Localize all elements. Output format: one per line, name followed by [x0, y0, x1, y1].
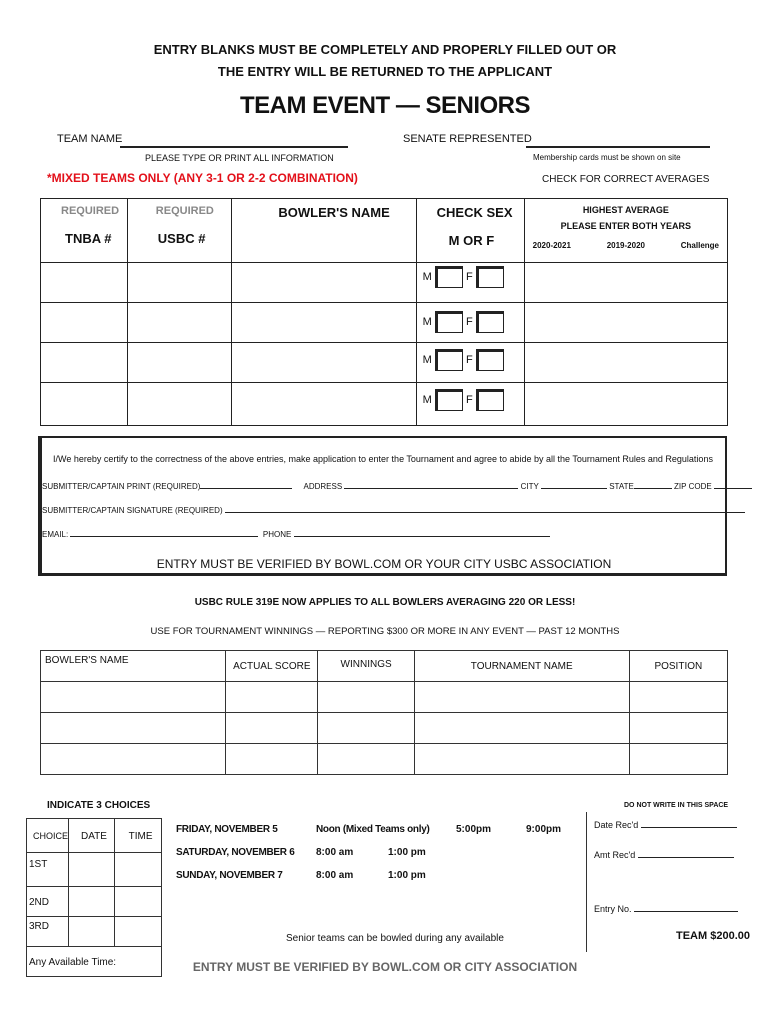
table-row: [41, 682, 728, 713]
team-name-field[interactable]: [120, 146, 348, 148]
choice-header: [27, 819, 69, 853]
bowlers-table: [40, 198, 728, 426]
tournament-name-label: TOURNAMENT NAME: [470, 661, 573, 672]
name-header: [232, 199, 416, 263]
cell[interactable]: [318, 713, 414, 744]
cell[interactable]: [114, 917, 161, 947]
mixed-teams-note: *MIXED TEAMS ONLY (ANY 3-1 OR 2-2 COMBINATION): [47, 171, 358, 185]
average-header: [524, 199, 727, 263]
cell[interactable]: [414, 682, 629, 713]
cell[interactable]: [69, 853, 115, 887]
zip-field[interactable]: [714, 488, 752, 489]
m-label: M: [422, 270, 432, 283]
table-row: [27, 853, 162, 887]
schedule-time-3a: 8:00 am: [316, 870, 354, 881]
winnings-name-header: [41, 651, 226, 682]
cell[interactable]: [318, 682, 414, 713]
f-checkbox[interactable]: [476, 389, 504, 411]
check-sex-label: CHECK SEX: [436, 205, 513, 220]
captain-signature-field[interactable]: [225, 512, 745, 513]
tnba-cell[interactable]: [41, 303, 128, 343]
name-cell[interactable]: [232, 383, 416, 426]
enter-both-years-label: PLEASE ENTER BOTH YEARS: [560, 221, 691, 231]
cell[interactable]: [629, 713, 727, 744]
winnings-header: [318, 651, 414, 682]
choice-2nd: 2ND: [29, 897, 50, 908]
table-row: [27, 917, 162, 947]
m-label: M: [422, 393, 432, 406]
sex-cell: [416, 263, 524, 303]
schedule-day-1: FRIDAY, NOVEMBER 5: [176, 824, 278, 835]
bowlers-name-label: BOWLER'S NAME: [278, 205, 390, 220]
date-label: DATE: [81, 831, 107, 842]
m-checkbox[interactable]: [435, 349, 463, 371]
average-cell[interactable]: [524, 343, 727, 383]
phone-label: PHONE: [262, 530, 292, 539]
m-label: M: [422, 315, 432, 328]
senior-note: Senior teams can be bowled during any available: [286, 933, 504, 944]
team-name-note: PLEASE TYPE OR PRINT ALL INFORMATION: [145, 153, 334, 163]
entry-no-label: Entry No.: [594, 904, 632, 914]
captain-print-label: SUBMITTER/CAPTAIN PRINT (REQUIRED): [42, 482, 201, 491]
date-recd-label: Date Rec'd: [594, 820, 639, 830]
address-field[interactable]: [344, 488, 518, 489]
schedule-time-2b: 1:00 pm: [388, 847, 426, 858]
m-checkbox[interactable]: [435, 266, 463, 288]
choices-title: INDICATE 3 CHOICES: [47, 800, 151, 811]
table-row: [41, 343, 728, 383]
captain-print-field[interactable]: [200, 488, 292, 489]
cell[interactable]: [114, 887, 161, 917]
schedule-time-1b: 5:00pm: [456, 824, 492, 835]
name-cell[interactable]: [232, 343, 416, 383]
winnings-note: USE FOR TOURNAMENT WINNINGS — REPORTING $300 OR MORE IN ANY EVENT — PAST 12 MONTHS: [150, 626, 620, 637]
state-field[interactable]: [634, 488, 672, 489]
any-time-label: Any Available Time:: [29, 957, 117, 968]
schedule-time-2a: 8:00 am: [316, 847, 354, 858]
year-2019-2020: 2019-2020: [606, 241, 645, 250]
team-fee: TEAM $200.00: [676, 930, 750, 942]
tnba-cell[interactable]: [41, 263, 128, 303]
city-label: CITY: [520, 482, 539, 491]
schedule-time-1a: Noon (Mixed Teams only): [316, 824, 430, 835]
time-label: TIME: [128, 831, 153, 842]
amt-recd-label: Amt Rec'd: [594, 850, 636, 860]
table-row: [41, 303, 728, 343]
cell[interactable]: [69, 887, 115, 917]
year-challenge: Challenge: [680, 241, 719, 250]
verify-notice: ENTRY MUST BE VERIFIED BY BOWL.COM OR YOUR CITY USBC ASSOCIATION: [156, 557, 612, 571]
cell[interactable]: [414, 744, 629, 775]
f-checkbox[interactable]: [476, 311, 504, 333]
cell[interactable]: [629, 682, 727, 713]
position-label: POSITION: [654, 661, 703, 672]
schedule-time-3b: 1:00 pm: [388, 870, 426, 881]
team-name-label: TEAM NAME: [57, 133, 123, 145]
tnba-label: TNBA #: [65, 231, 112, 246]
check-averages-note: CHECK FOR CORRECT AVERAGES: [542, 174, 710, 185]
usbc-cell[interactable]: [127, 343, 232, 383]
cell[interactable]: [226, 713, 318, 744]
tournament-header: [414, 651, 629, 682]
date-header: [69, 819, 115, 853]
required-label: REQUIRED: [155, 205, 214, 217]
m-or-f-label: M OR F: [448, 233, 495, 248]
zip-label: ZIP CODE: [674, 482, 712, 491]
f-label: F: [465, 393, 473, 406]
senate-note: Membership cards must be shown on site: [533, 153, 681, 162]
required-label: REQUIRED: [61, 205, 120, 217]
usbc-cell[interactable]: [127, 263, 232, 303]
city-field[interactable]: [541, 488, 607, 489]
bowlers-name-label: BOWLER'S NAME: [45, 655, 129, 666]
cell[interactable]: [226, 682, 318, 713]
position-header: [629, 651, 727, 682]
cell[interactable]: [41, 713, 226, 744]
usbc-header: [127, 199, 232, 263]
f-label: F: [465, 315, 473, 328]
amt-recd-field[interactable]: [638, 857, 734, 858]
table-row: [41, 383, 728, 426]
senate-label: SENATE REPRESENTED: [403, 133, 532, 145]
sex-cell: [416, 303, 524, 343]
name-cell[interactable]: [232, 263, 416, 303]
cell[interactable]: [629, 744, 727, 775]
m-checkbox[interactable]: [435, 311, 463, 333]
page-title: TEAM EVENT — SENIORS: [239, 92, 531, 119]
office-title: DO NOT WRITE IN THIS SPACE: [624, 802, 729, 809]
sex-cell: [416, 383, 524, 426]
email-field[interactable]: [70, 536, 258, 537]
sex-cell: [416, 343, 524, 383]
usbc-cell[interactable]: [127, 303, 232, 343]
table-row: [41, 713, 728, 744]
sex-header: [416, 199, 524, 263]
cell[interactable]: [114, 853, 161, 887]
choice-3rd: 3RD: [29, 921, 50, 932]
phone-field[interactable]: [294, 536, 550, 537]
rule-notice: USBC RULE 319E NOW APPLIES TO ALL BOWLERS AVERAGING 220 OR LESS!: [194, 597, 576, 608]
captain-signature-label: SUBMITTER/CAPTAIN SIGNATURE (REQUIRED): [42, 506, 223, 515]
choices-table: [26, 818, 162, 977]
time-header: [114, 819, 161, 853]
usbc-label: USBC #: [157, 231, 206, 246]
tnba-cell[interactable]: [41, 383, 128, 426]
m-checkbox[interactable]: [435, 389, 463, 411]
cell[interactable]: [226, 744, 318, 775]
tnba-cell[interactable]: [41, 343, 128, 383]
schedule-day-2: SATURDAY, NOVEMBER 6: [176, 847, 295, 858]
footer-verify-notice: ENTRY MUST BE VERIFIED BY BOWL.COM OR CITY ASSOCIATION: [192, 960, 578, 974]
name-cell[interactable]: [232, 303, 416, 343]
date-recd-field[interactable]: [641, 827, 737, 828]
entry-no-field[interactable]: [634, 911, 738, 912]
header-line-2: THE ENTRY WILL BE RETURNED TO THE APPLICANT: [217, 64, 553, 79]
cell[interactable]: [41, 744, 226, 775]
certify-text: I/We hereby certify to the correctness of the above entries, make application to enter the Tournament and agree to abide by all the Tournament Rules and Regulations: [53, 454, 713, 464]
average-cell[interactable]: [524, 263, 727, 303]
state-label: STATE: [609, 482, 634, 491]
average-cell[interactable]: [524, 303, 727, 343]
cell[interactable]: [69, 917, 115, 947]
table-row: [41, 744, 728, 775]
f-checkbox[interactable]: [476, 266, 504, 288]
senate-field[interactable]: [526, 146, 710, 148]
choice-label: CHOICE: [33, 831, 69, 841]
f-label: F: [465, 353, 473, 366]
cell[interactable]: [414, 713, 629, 744]
winnings-label: WINNINGS: [340, 659, 392, 670]
year-2020-2021: 2020-2021: [532, 241, 571, 250]
m-label: M: [422, 353, 432, 366]
tnba-header: [41, 199, 128, 263]
email-label: EMAIL:: [42, 530, 69, 539]
score-header: [226, 651, 318, 682]
header-line-1: ENTRY BLANKS MUST BE COMPLETELY AND PROPERLY FILLED OUT OR: [153, 42, 617, 57]
actual-score-label: ACTUAL SCORE: [233, 661, 311, 672]
f-label: F: [465, 270, 473, 283]
address-label: ADDRESS: [303, 482, 343, 491]
schedule-time-1c: 9:00pm: [526, 824, 562, 835]
highest-average-label: HIGHEST AVERAGE: [582, 205, 669, 215]
choice-1st: 1ST: [29, 859, 48, 870]
table-row: [41, 263, 728, 303]
winnings-table: [40, 650, 728, 775]
cell[interactable]: [318, 744, 414, 775]
average-cell[interactable]: [524, 383, 727, 426]
table-row: [27, 887, 162, 917]
cell[interactable]: [41, 682, 226, 713]
f-checkbox[interactable]: [476, 349, 504, 371]
schedule-day-3: SUNDAY, NOVEMBER 7: [176, 870, 283, 881]
usbc-cell[interactable]: [127, 383, 232, 426]
